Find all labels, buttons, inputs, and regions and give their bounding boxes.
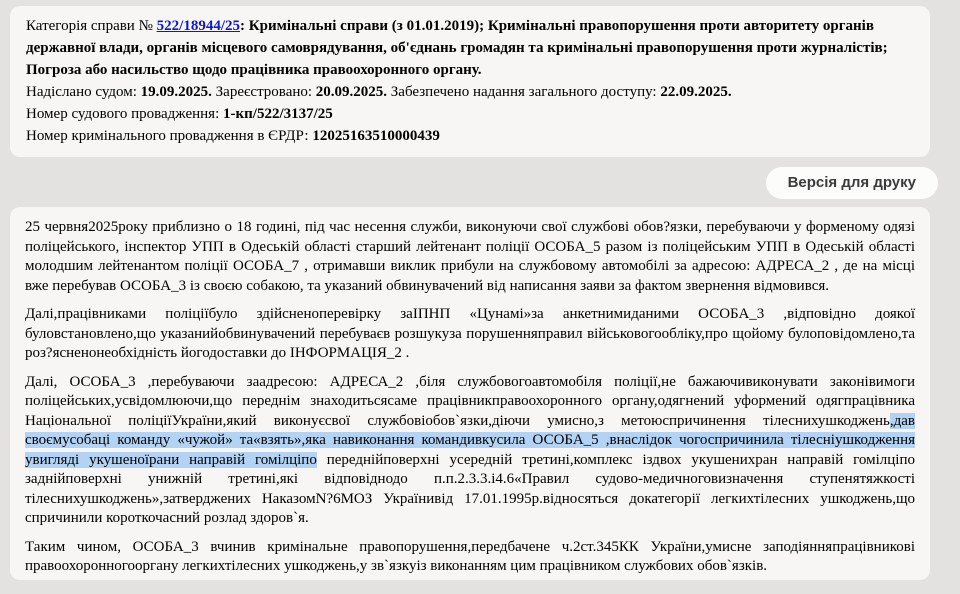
case-dates-line — [26, 81, 914, 103]
case-category-line — [26, 15, 914, 81]
decision-paragraph-2: Далі,працівниками поліціїбуло здійсненоперевірку заІПНП «Цунамі»за анкетнимиданими ОСОБА_3 ,відповідно доякої буловстановлено,що указанийобвинувачений перебуваєв розшукуза порушенняправил військовогообліку,про щойому булоповідомлено,та роз?ясненонеобхідність йогодоставки до ІНФОРМАЦІЯ_2 . — [25, 306, 915, 361]
erdr-number-line — [26, 125, 914, 147]
court-proceeding-number: 1-кп/522/3137/25 — [223, 106, 333, 122]
paragraph-3-text-after-highlight: переднійповерхні усередній третині,комплекс іздвох укушенихран направій гомілціпо заднійповерхні унижній третині,які відповіднодо п.п.2.3.3.і4.6«Правил судово-медичноговизначення ступенятяжкості тілеснихушкоджень»,затверджених НаказомN?6МОЗ Українивід 17.01.1995р.відносяться докатегорії легкихтілесних ушкоджень,що спричинили короткочасний розлад здоров`я. — [25, 451, 916, 526]
print-version-button[interactable]: Версія для друку — [766, 167, 938, 199]
public-access-label: Забезпечено надання загального доступу: — [387, 84, 661, 100]
court-proceeding-line — [26, 103, 914, 125]
case-number-link[interactable]: 522/18944/25 — [156, 18, 240, 34]
case-info-card — [10, 6, 930, 157]
decision-text-card — [10, 207, 930, 580]
erdr-number-label: Номер кримінального провадження в ЄРДР: — [26, 128, 313, 144]
case-category-label: Категорія справи № — [26, 18, 157, 34]
paragraph-3-text-before-highlight: Далі, ОСОБА_3 ,перебуваючи заадресою: АДРЕСА_2 ,біля службовогоавтомобіля поліції,не бажаючивиконувати законівимоги поліцейських,усвідомлюючи,що переднім знаходитьсясаме працівникправоохоронного органу,одягнений уформений одягпрацівника Національної поліціїУкраїни,який виконуєсвої службовіобов`язки,діючи умисно,з метоюспричинення тілеснихушкоджень — [25, 373, 915, 429]
decision-paragraph-3 — [25, 373, 915, 529]
registered-label: Зареєстровано: — [211, 84, 316, 100]
sent-by-court-label: Надіслано судом: — [26, 84, 141, 100]
erdr-number-value: 12025163510000439 — [312, 128, 440, 144]
decision-paragraph-4: Таким чином, ОСОБА_3 вчинив кримінальне правопорушення,передбачене ч.2ст.345КК України,умисне заподіянняпрацівникові правоохоронногооргану легкихтілесних ушкоджень,у зв`язкуіз виконанням цим працівником службових обов`язків. — [25, 538, 915, 574]
case-category-description: : Кримінальні справи (з 01.01.2019); Кримінальні правопорушення проти авторитету органів державної влади, органів місцевого самоврядування, об'єднань громадян та кримінальні правопорушення проти журналістів; Погроза або насильство щодо працівника правоохоронного органу. — [26, 18, 888, 78]
registered-date: 20.09.2025. — [315, 84, 388, 100]
court-proceeding-label: Номер судового провадження: — [26, 106, 223, 122]
sent-by-court-date: 19.09.2025. — [140, 84, 212, 100]
public-access-date: 22.09.2025. — [660, 84, 732, 100]
toolbar — [766, 167, 938, 200]
highlighted-text: ,дав своємусобаці команду «чужой» та«взять»,яка навиконання командивкусила ОСОБА_5 ,внаслідок чогоспричинила тілесніушкодження увигляді укушеноїрани направій гомілціпо — [25, 412, 915, 468]
decision-paragraph-1: 25 червня2025року приблизно о 18 годині, під час несення служби, виконуючи свої службові обов?язки, перебуваючи у форменому одязі поліцейського, інспектор УПП в Одеській області старший лейтенант поліції ОСОБА_5 разом із поліцейським УПП в Одеській області молодшим лейтенантом поліції ОСОБА_7 , отримавши виклик прибули на службовому автомобілі за адресою: АДРЕСА_2 , де на місці вже перебував ОСОБА_3 із своєю собакою, та указаний обвинувачений від написання заяви за фактом звернення відмовився. — [25, 219, 915, 294]
